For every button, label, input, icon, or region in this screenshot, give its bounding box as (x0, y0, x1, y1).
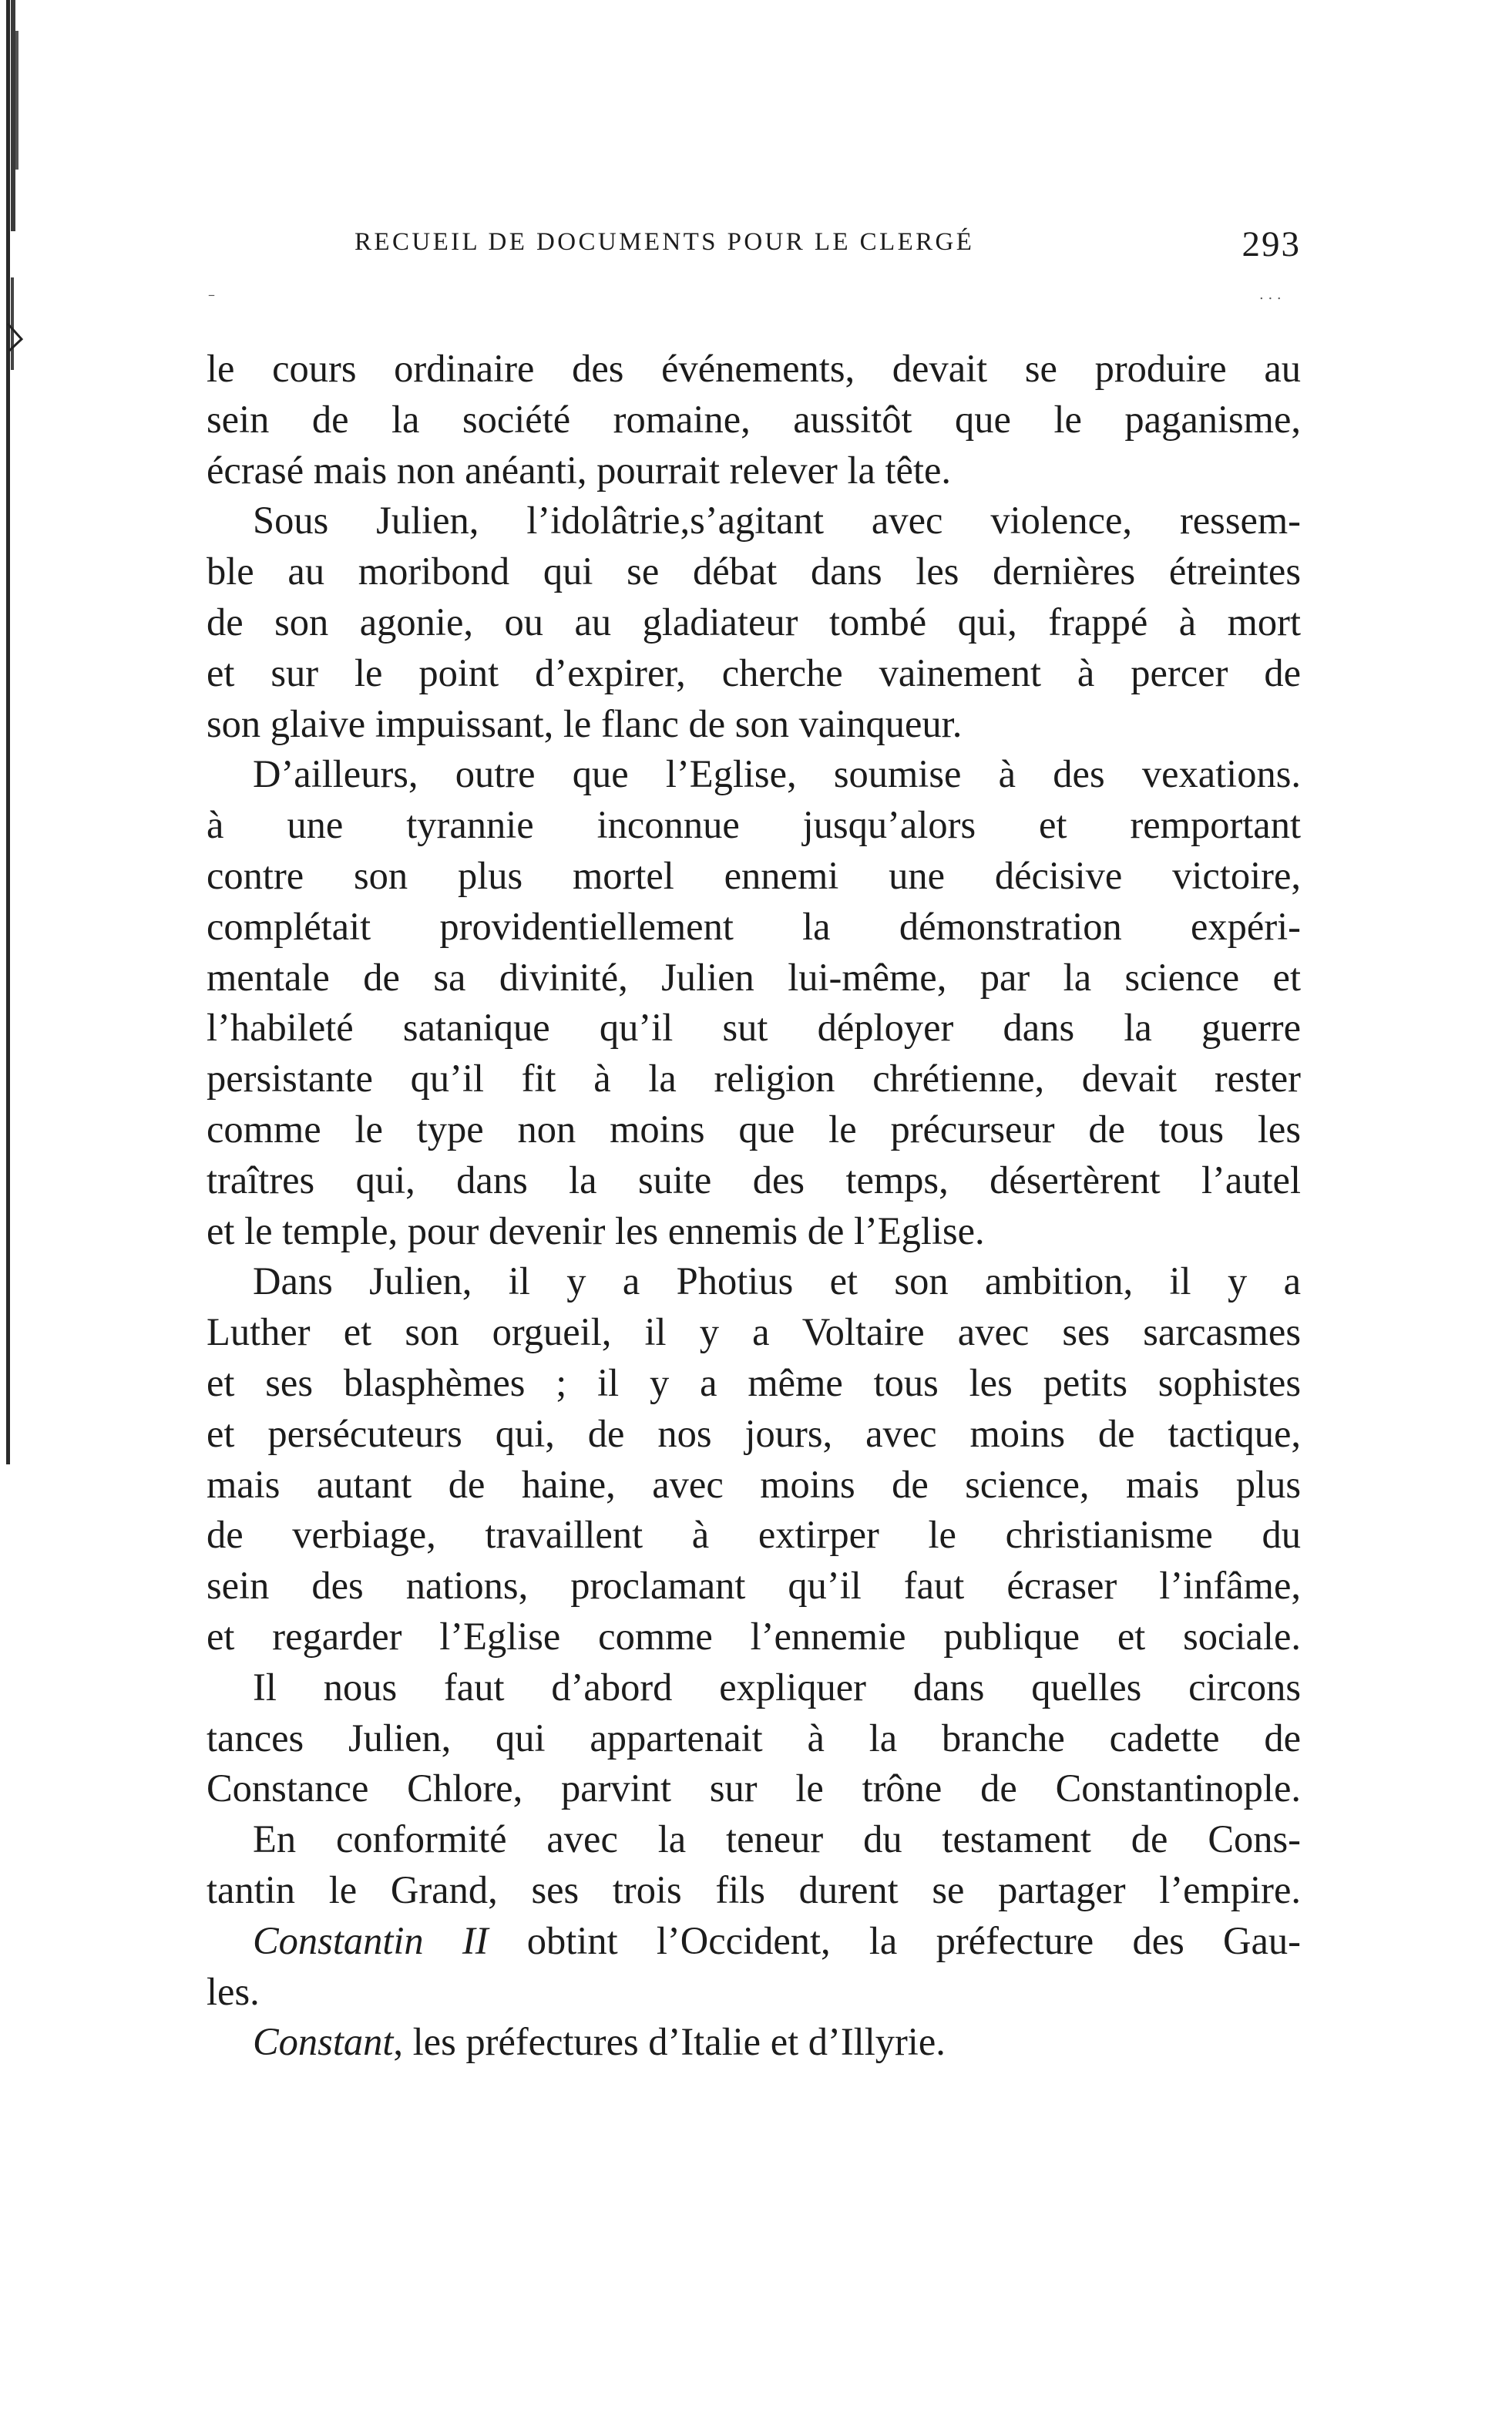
list-item-constant (207, 2017, 1301, 2068)
text-line: Constance Chlore, parvint sur le trône de Constantinople. (207, 1766, 1301, 1810)
page-number: 293 (1242, 224, 1301, 264)
text-line: ble au moribond qui se débat dans les dernières étreintes (207, 550, 1301, 593)
text-line: Il nous faut d’abord expliquer dans quelles circons (253, 1665, 1301, 1709)
list-item-text: , les préfectures d’Italie et d’Illyrie. (393, 2020, 946, 2064)
text-line: de son agonie, ou au gladiateur tombé qui, frappé à mort (207, 600, 1301, 644)
page-edge-mark (0, 0, 35, 1464)
text-line: les. (207, 1969, 260, 2013)
text-line: l’habileté satanique qu’il sut déployer dans la guerre (207, 1006, 1301, 1050)
running-header (354, 224, 1301, 274)
text-line: le cours ordinaire des événements, devait se produire au (207, 347, 1301, 390)
text-line: à une tyrannie inconnue jusqu’alors et remportant (207, 803, 1301, 847)
text-line: D’ailleurs, outre que l’Eglise, soumise à des vexations. (253, 752, 1301, 796)
text-line: tances Julien, qui appartenait à la branche cadette de (207, 1716, 1301, 1760)
text-line: mentale de sa divinité, Julien lui-même, par la science et (207, 955, 1301, 999)
text-line: Luther et son orgueil, il y a Voltaire avec ses sarcasmes (207, 1310, 1301, 1354)
text-line: traîtres qui, dans la suite des temps, désertèrent l’autel (207, 1158, 1301, 1202)
text-line: sein des nations, proclamant qu’il faut écraser l’infâme, (207, 1564, 1301, 1608)
text-line: son glaive impuissant, le flanc de son vainqueur. (207, 701, 963, 745)
body-text (207, 344, 1301, 2068)
list-item-name: Constant (253, 2020, 394, 2064)
text-line: écrasé mais non anéanti, pourrait relever la tête. (207, 448, 952, 492)
text-line: Sous Julien, l’idolâtrie,s’agitant avec violence, ressem- (253, 499, 1301, 543)
list-item-text: obtint l’Occident, la préfecture des Gau- (488, 1918, 1301, 1962)
text-line: et sur le point d’expirer, cherche vainement à percer de (207, 650, 1301, 694)
text-line: Dans Julien, il y a Photius et son ambition, il y a (253, 1259, 1301, 1303)
text-line: tantin le Grand, ses trois fils durent se partager l’empire. (207, 1867, 1301, 1911)
text-line: et regarder l’Eglise comme l’ennemie publique et sociale. (207, 1614, 1301, 1658)
text-line: comme le type non moins que le précurseur de tous les (207, 1107, 1301, 1151)
header-rule: – . . . (208, 287, 1282, 303)
text-line: de verbiage, travaillent à extirper le christianisme du (207, 1513, 1301, 1557)
text-line: persistante qu’il fit à la religion chrétienne, devait rester (207, 1057, 1301, 1101)
list-item-name: Constantin II (253, 1918, 489, 1962)
list-item-constantin (207, 1916, 1301, 1967)
text-line: En conformité avec la teneur du testament de Cons- (253, 1817, 1301, 1861)
text-line: et persécuteurs qui, de nos jours, avec moins de tactique, (207, 1411, 1301, 1455)
text-line: contre son plus mortel ennemi une décisive victoire, (207, 853, 1301, 897)
text-line: complétait providentiellement la démonstration expéri- (207, 904, 1301, 948)
text-line: mais autant de haine, avec moins de science, mais plus (207, 1462, 1301, 1506)
running-title: RECUEIL DE DOCUMENTS POUR LE CLERGÉ (354, 228, 975, 256)
text-line: sein de la société romaine, aussitôt que le paganisme, (207, 397, 1301, 441)
text-line: et le temple, pour devenir les ennemis de l’Eglise. (207, 1208, 985, 1252)
text-line: et ses blasphèmes ; il y a même tous les petits sophistes (207, 1360, 1301, 1404)
